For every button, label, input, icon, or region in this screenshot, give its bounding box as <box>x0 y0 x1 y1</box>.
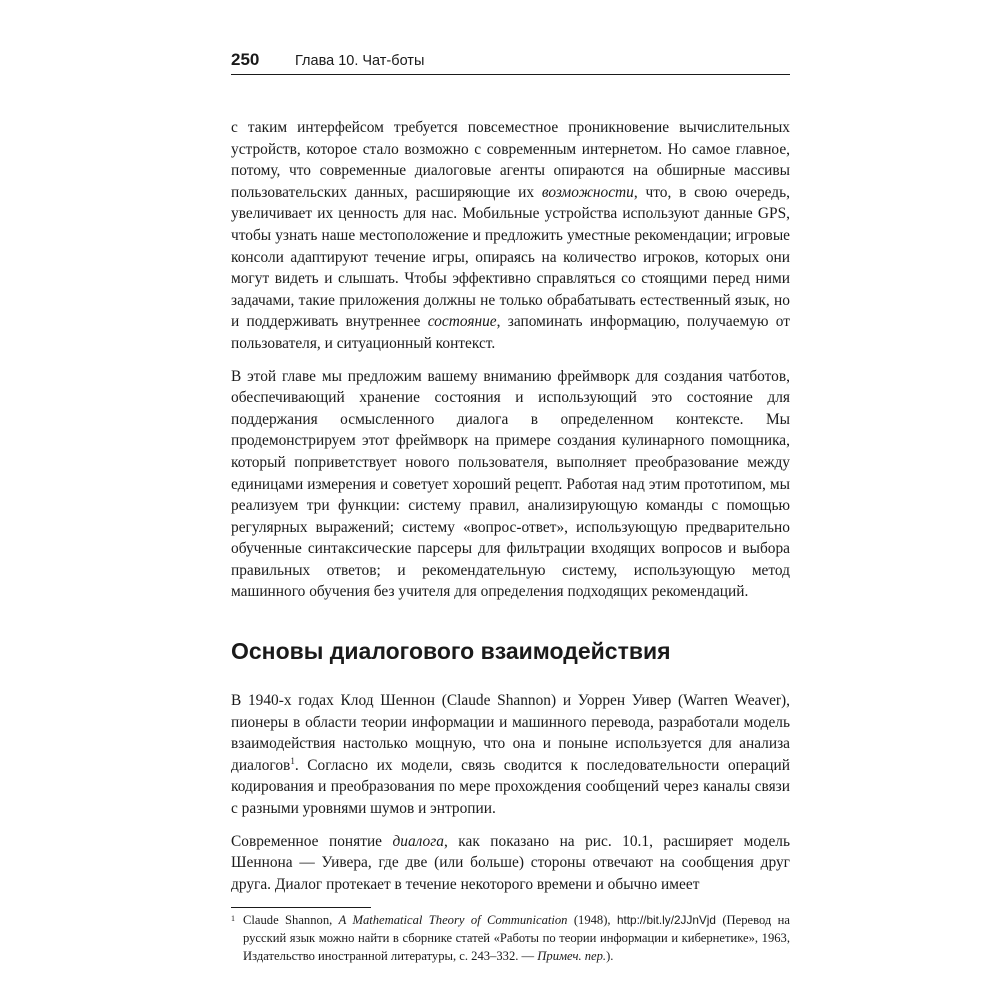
paragraph-1-text-c: , запоминать информацию, получаемую от пользователя, и ситуационный контекст. <box>231 313 790 352</box>
page-number: 250 <box>231 50 260 69</box>
running-header <box>231 50 790 75</box>
paragraph-1-text-b: , что, в свою очередь, увеличивает их ценность для нас. Мобильные устройства используют данные GPS, чтобы узнать наше местоположение и предложить уместные рекомендации; игровые консоли адаптируют течение игры, опираясь на количество игроков, которых они могут видеть и слышать. Чтобы эффективно справляться со стоящими перед ними задачами, такие приложения должны не только обрабатывать естественный язык, но и поддерживать внутреннее <box>231 183 790 331</box>
footnote-link[interactable]: http://bit.ly/2JJnVjd <box>616 913 716 928</box>
chapter-title: Глава 10. Чат-боты <box>295 53 425 69</box>
footnote-text-b: (1948), <box>567 913 617 928</box>
footnote-reference[interactable]: 1 <box>290 755 295 766</box>
footnote-text-c: (Перевод на русский язык можно найти в сборнике статей «Работы по теории информации и кибернетике», 1963, Издательство иностранной литературы, с. 243–332. — <box>243 913 790 963</box>
footnote-text-d: ). <box>606 948 614 963</box>
body-paragraph-3 <box>231 690 790 820</box>
emphasis-state: состояние <box>427 313 497 331</box>
book-page <box>231 50 790 965</box>
paragraph-4-text-b: , как показано на рис. 10.1, расширяет модель Шеннона — Уивера, где две (или больше) стороны отвечают на сообщения друг друга. Диалог протекает в течение некоторого времени и обычно имеет <box>231 832 790 893</box>
body-paragraph-1 <box>231 117 790 355</box>
emphasis-dialogue: диалога <box>392 832 444 850</box>
footnote-text-a: Claude Shannon, <box>243 913 339 928</box>
footnote-translator-note: Примеч. пер. <box>537 948 607 963</box>
footnote-divider <box>231 907 371 908</box>
section-heading: Основы диалогового взаимодействия <box>231 638 671 665</box>
paragraph-1-text-a: с таким интерфейсом требуется повсеместное проникновение вычислительных устройств, которое стало возможно с современным интернетом. Но самое главное, потому, что современные диалоговые агенты опираются на обширные массивы пользовательских данных, расширяющие их <box>231 119 790 201</box>
paragraph-3-text-a: В 1940-х годах Клод Шеннон (Claude Shannon) и Уоррен Уивер (Warren Weaver), пионеры в области теории информации и машинного перевода, разработали модель взаимодействия настолько мощную, что она и поныне используется для анализа диалогов <box>231 692 790 774</box>
paragraph-4-text-a: Современное понятие <box>231 832 393 850</box>
footnote-mark: 1 <box>231 914 235 924</box>
body-paragraph-4 <box>231 831 790 896</box>
body-paragraph-2: В этой главе мы предложим вашему вниманию фреймворк для создания чатботов, обеспечивающий хранение состояния и использующий это состояние для поддержания осмысленного диалога в определенном контексте. Мы продемонстрируем этот фреймворк на примере создания кулинарного помощника, который поприветствует нового пользователя, выполняет преобразование между единицами измерения и советует хороший рецепт. Работая над этим прототипом, мы реализуем три функции: систему правил, анализирующую команды с помощью регулярных выражений; систему «вопрос-ответ», использующую предварительно обученные синтаксические парсеры для фильтрации входящих вопросов и выбора правильных ответов; и рекомендательную систему, использующую метод машинного обучения без учителя для определения подходящих рекомендаций. <box>231 367 790 601</box>
footnote <box>231 912 790 965</box>
emphasis-possibilities: возможности <box>541 183 634 201</box>
paragraph-3-text-b: . Согласно их модели, связь сводится к последовательности операций кодирования и преобразования по мере прохождения сообщений через каналы связи с разными уровнями шумов и энтропии. <box>231 756 790 818</box>
footnote-book-title: A Mathematical Theory of Communication <box>338 913 568 928</box>
